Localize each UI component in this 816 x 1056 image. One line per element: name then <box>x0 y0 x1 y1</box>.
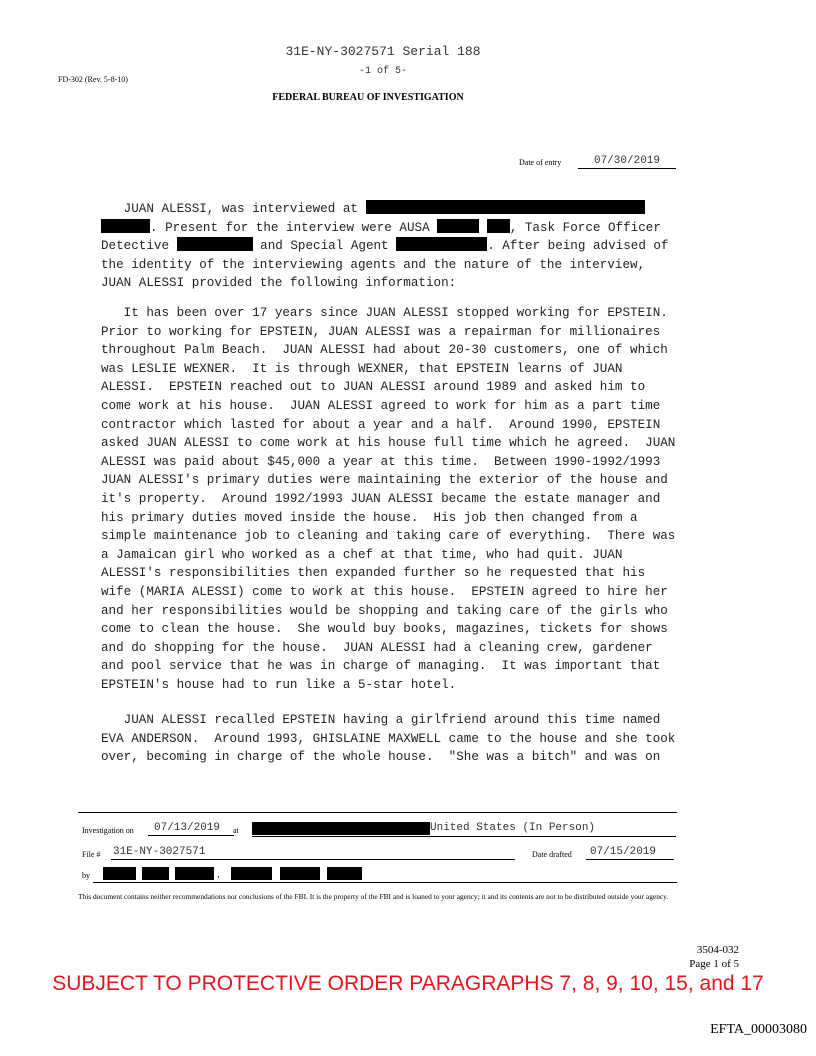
body-line: was LESLIE WEXNER. It is through WEXNER, that EPSTEIN learns of JUAN <box>101 361 623 376</box>
body-line: ALESSI. EPSTEIN reached out to JUAN ALESSI around 1989 and asked him to <box>101 380 646 395</box>
date-drafted-label: Date drafted <box>532 850 572 859</box>
at-label: at <box>233 826 239 835</box>
intro-line-3-mid: and Special Agent <box>252 239 397 254</box>
redaction-box <box>437 219 479 233</box>
form-code: FD-302 (Rev. 5-8-10) <box>58 75 128 84</box>
intro-line-2-end: , Task Force Officer <box>509 220 661 235</box>
intro-line-3-end: . After being advised of <box>487 239 669 254</box>
bates-number: EFTA_00003080 <box>710 1022 807 1037</box>
redaction-box <box>396 237 487 251</box>
body-line: asked JUAN ALESSI to come work at his house full time which he agreed. JUAN <box>101 436 676 451</box>
body-line: It has been over 17 years since JUAN ALESSI stopped working for EPSTEIN. <box>101 306 668 320</box>
page-count: Page 1 of 5 <box>689 958 739 970</box>
date-drafted: 07/15/2019 <box>586 845 674 860</box>
redaction-box <box>327 867 362 880</box>
body-line: simple maintenance job to cleaning and taking care of everything. There was <box>101 529 676 544</box>
form-number: 3504-032 <box>696 944 739 956</box>
intro-line-1: JUAN ALESSI, was interviewed at <box>101 202 366 216</box>
body-line: come work at his house. JUAN ALESSI agreed to work for him as a part time <box>101 398 661 413</box>
redaction-box <box>103 867 136 880</box>
file-number: 31E-NY-3027571 <box>111 845 515 860</box>
body-line: come to clean the house. She would buy books, magazines, tickets for shows <box>101 622 668 637</box>
redaction-box <box>231 867 272 880</box>
date-of-entry-value: 07/30/2019 <box>578 154 676 169</box>
by-label: by <box>82 871 90 880</box>
file-number-label: File # <box>82 850 101 859</box>
body-line: EVA ANDERSON. Around 1993, GHISLAINE MAXWELL came to the house and she took <box>101 731 676 746</box>
redaction-box <box>366 200 645 214</box>
redaction-box <box>101 219 150 233</box>
by-underline <box>93 882 677 883</box>
body-line: contractor which lasted for about a year and a half. Around 1990, EPSTEIN <box>101 417 661 432</box>
intro-line-4: the identity of the interviewing agents and the nature of the interview, <box>101 257 646 272</box>
body-line: and do shopping for the house. JUAN ALESSI had a cleaning crew, gardener <box>101 640 653 655</box>
by-separator: , <box>217 868 220 880</box>
redaction-box <box>487 219 510 233</box>
intro-line-5: JUAN ALESSI provided the following information: <box>101 276 457 291</box>
body-line: a Jamaican girl who worked as a chef at that time, who had quit. JUAN <box>101 547 623 562</box>
date-of-entry-label: Date of entry <box>519 158 562 167</box>
body-line: ALESSI was paid about $45,000 a year at this time. Between 1990-1992/1993 <box>101 454 661 469</box>
agency-title: FEDERAL BUREAU OF INVESTIGATION <box>272 92 464 103</box>
body-line: and her responsibilities would be shopping and taking care of the girls who <box>101 603 668 618</box>
redaction-box <box>177 237 253 251</box>
location-underline <box>252 836 676 837</box>
body-line: over, becoming in charge of the whole house. "She was a bitch" and was on <box>101 750 661 765</box>
investigation-on-label: Investigation on <box>82 826 134 835</box>
body-line: JUAN ALESSI's primary duties were maintaining the exterior of the house and <box>101 473 668 488</box>
investigation-location: United States (In Person) <box>430 822 596 834</box>
interview-intro-paragraph <box>101 200 701 293</box>
serial-header: 31E-NY-3027571 Serial 188 <box>285 44 481 59</box>
body-line: it's property. Around 1992/1993 JUAN ALESSI became the estate manager and <box>101 491 661 506</box>
employment-history-paragraph <box>101 304 701 694</box>
body-line: EPSTEIN's house had to run like a 5-star hotel. <box>101 677 457 692</box>
page-of-indicator: -1 of 5- <box>358 66 407 77</box>
investigation-date: 07/13/2019 <box>148 821 234 836</box>
body-line: wife (MARIA ALESSI) come to work at this house. EPSTEIN agreed to hire her <box>101 584 668 599</box>
maxwell-paragraph <box>101 711 701 767</box>
redaction-box <box>252 822 430 835</box>
body-line: throughout Palm Beach. JUAN ALESSI had about 20-30 customers, one of which <box>101 343 668 358</box>
protective-order-notice: SUBJECT TO PROTECTIVE ORDER PARAGRAPHS 7, 8, 9, 10, 15, and 17 <box>52 972 764 995</box>
redaction-box <box>280 867 320 880</box>
body-line: JUAN ALESSI recalled EPSTEIN having a girlfriend around this time named <box>101 713 661 727</box>
footer-top-rule <box>78 812 677 813</box>
fbi-disclaimer: This document contains neither recommendations nor conclusions of the FBI. It is the property of the FBI and is loaned to your agency; it and its contents are not to be distributed outside your agency. <box>78 892 669 901</box>
redaction-box <box>142 867 169 880</box>
intro-line-2: . Present for the interview were AUSA <box>150 220 438 235</box>
intro-line-3: Detective <box>101 239 177 254</box>
body-line: his primary duties moved inside the house. His job then changed from a <box>101 510 638 525</box>
body-line: ALESSI's responsibilities then expanded further so he requested that his <box>101 566 646 581</box>
body-line: Prior to working for EPSTEIN, JUAN ALESSI was a repairman for millionaires <box>101 324 661 339</box>
redaction-box <box>175 867 214 880</box>
body-line: and pool service that he was in charge of managing. It was important that <box>101 659 661 674</box>
